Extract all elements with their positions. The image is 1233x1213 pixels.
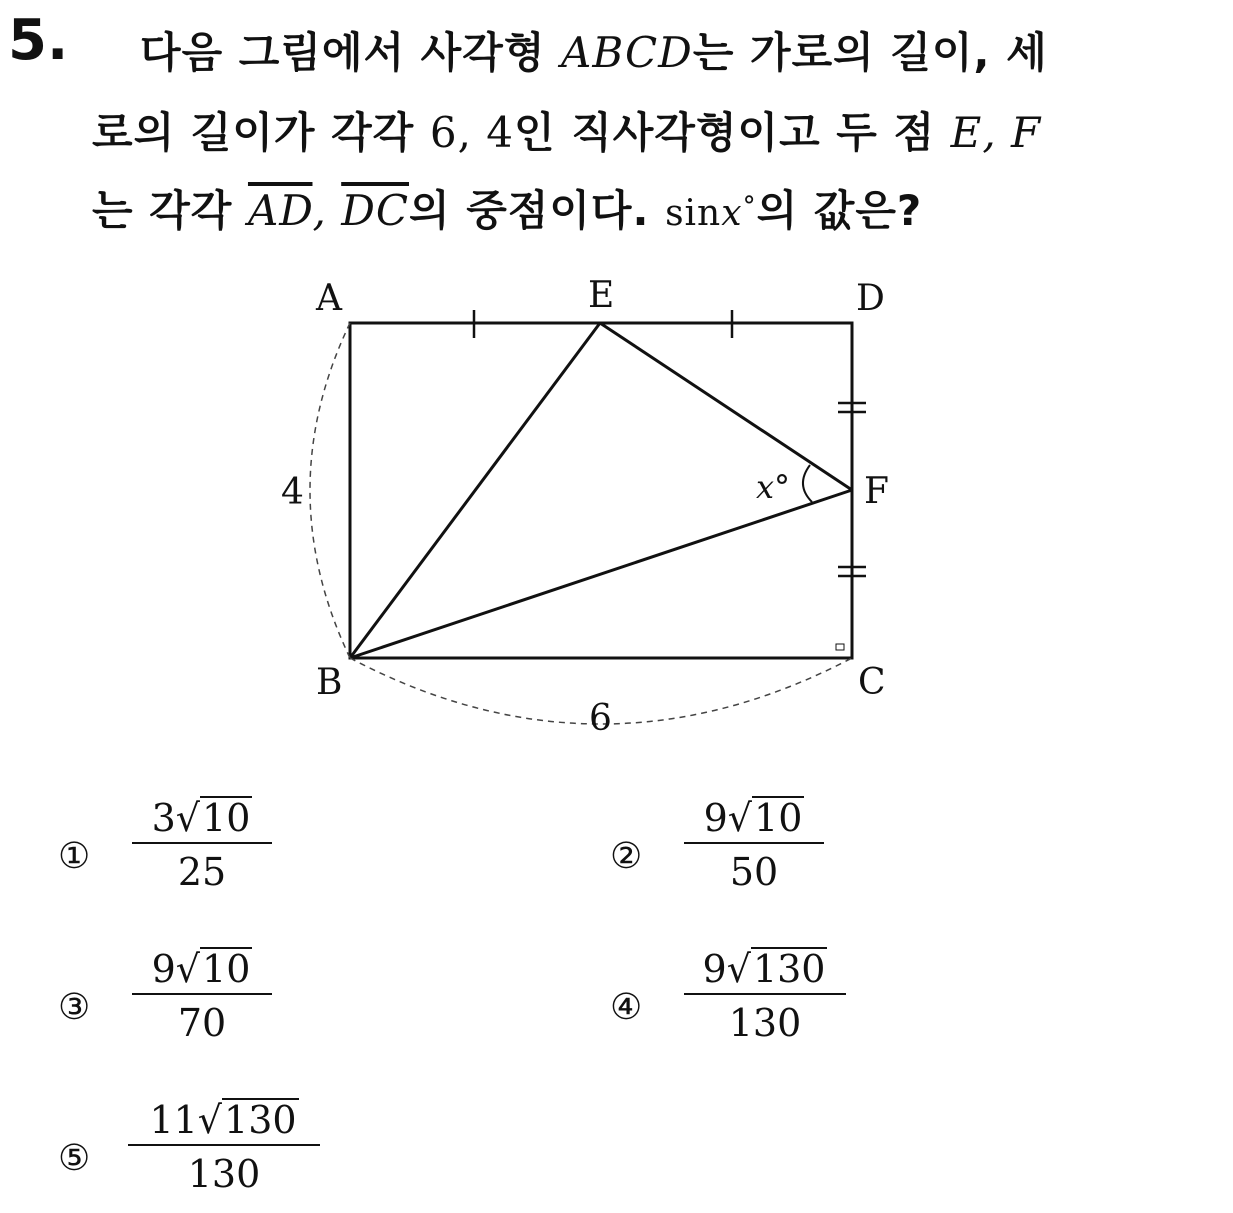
label-d: D	[856, 278, 885, 319]
segment-be	[350, 323, 600, 658]
denominator: 130	[684, 993, 846, 1045]
choice-number: ③	[58, 987, 91, 1028]
choice-number: ①	[58, 836, 91, 877]
segment-bf	[350, 490, 852, 658]
label-b: B	[316, 662, 343, 703]
math-ef: E, F	[950, 108, 1042, 157]
degree: °	[742, 192, 757, 222]
denominator: 130	[128, 1144, 320, 1196]
text: 는 가로의 길이, 세	[692, 28, 1048, 77]
coefficient: 11	[149, 1098, 198, 1142]
dashed-height-arc	[310, 323, 350, 658]
text: 인 직사각형이고 두 점	[514, 108, 951, 157]
segment-ef	[600, 323, 852, 490]
radicand: 10	[202, 947, 251, 991]
right-angle-mark	[836, 644, 844, 650]
fraction: $\frac{9√10}{50}$	[684, 796, 824, 894]
label-angle: x°	[756, 468, 791, 506]
text: ,	[312, 186, 342, 235]
choice-number: ④	[610, 987, 643, 1028]
segment-ad: $\overline{AD}$	[247, 186, 313, 235]
label-e: E	[588, 275, 615, 316]
choice-number: ⑤	[58, 1138, 91, 1179]
radicand: 10	[754, 796, 803, 840]
label-f: F	[864, 471, 889, 512]
math-abcd: ABCD	[561, 28, 693, 77]
math-dimensions: 6, 4	[429, 108, 515, 157]
math-x: x	[721, 193, 743, 234]
denominator: 70	[132, 993, 272, 1045]
fraction: $\frac{9√130}{130}$	[684, 947, 846, 1045]
question-number: 5.	[8, 8, 69, 73]
fraction: $\frac{9√10}{70}$	[132, 947, 272, 1045]
coefficient: 9	[151, 947, 176, 991]
label-height: 4	[281, 472, 304, 513]
text: 의 값은?	[756, 186, 923, 235]
text: 는 각각	[92, 186, 248, 235]
denominator: 50	[684, 842, 824, 894]
fraction: $\frac{11√130}{130}$	[128, 1098, 320, 1196]
label-width: 6	[589, 698, 612, 739]
segment-dc: $\overline{DC}$	[341, 186, 409, 235]
coefficient: 9	[703, 796, 728, 840]
coefficient: 9	[702, 947, 727, 991]
angle-arc	[803, 465, 812, 502]
fraction: $\frac{3√10}{25}$	[132, 796, 272, 894]
text: 다음 그림에서 사각형	[140, 28, 562, 77]
label-c: C	[858, 662, 886, 703]
label-a: A	[316, 278, 342, 319]
sin-function: sin	[665, 193, 722, 234]
text: 의 중점이다.	[409, 186, 666, 235]
choice-number: ②	[610, 836, 643, 877]
radicand: 130	[224, 1098, 297, 1142]
radicand: 130	[752, 947, 826, 991]
text: 로의 길이가 각각	[92, 108, 430, 157]
coefficient: 3	[151, 796, 176, 840]
denominator: 25	[132, 842, 272, 894]
radicand: 10	[202, 796, 251, 840]
